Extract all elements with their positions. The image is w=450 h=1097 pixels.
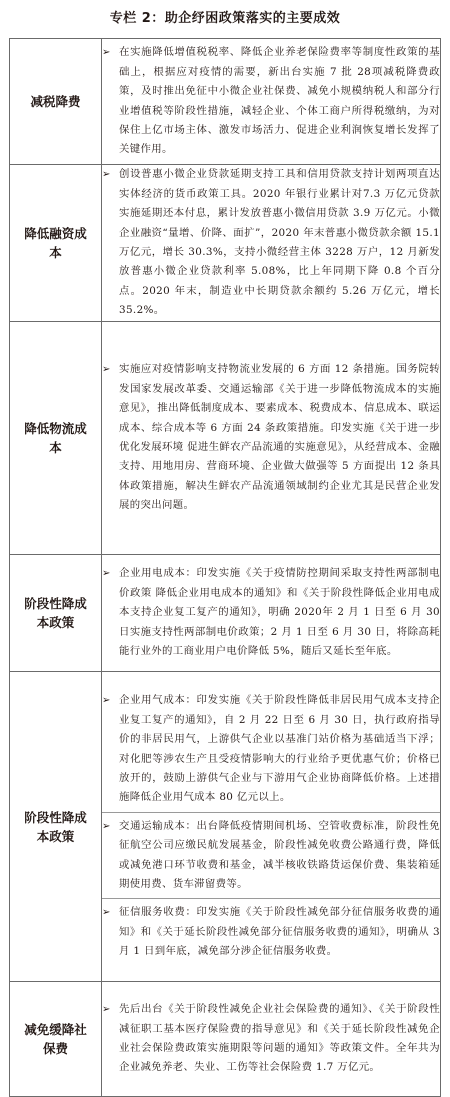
hollow-arrowhead-bullet-icon: ➢ bbox=[102, 820, 111, 832]
table-row bbox=[10, 555, 441, 672]
category-label: 阶段性降成本政策 bbox=[24, 809, 87, 844]
list-item bbox=[102, 165, 440, 320]
content-cell bbox=[102, 982, 441, 1097]
hollow-arrowhead-bullet-icon: ➢ bbox=[102, 47, 111, 59]
table-row bbox=[10, 982, 441, 1097]
category-label: 降低物流成本 bbox=[24, 421, 87, 455]
item-text: 创设普惠小微企业贷款延期支持工具和信用贷款支持计划两项直达实体经济的货币政策工具。2020 年银行业累计对7.3 万亿元贷款实施延期还本付息，累计发放普惠小微信用贷款 3.9 万亿元。小微企业融资“量增、价降、面扩”，2020 年末普惠小微贷款余额 15.1 万亿元，增长 30.3%，支持小微经营主体 3228 万户，12 月新发放普惠小微企业贷款利率 5.08%，比上年同期下降 0.8 个百分点。2020 年末，制造业中长期贷款余额约 5.26 万亿元，增长 35.2%。 bbox=[119, 168, 440, 317]
list-item bbox=[102, 1000, 440, 1078]
item-text: 企业用电成本：印发实施《关于疫情防控期间采取支持性两部制电价政策 降低企业用电成本的通知》和《关于阶段性降低企业用电成本支持企业复工复产的通知》，明确 2020年 2 月 1 日至 6 月 30 日实施支持性两部制电价政策；2 月 1 日至 6 月 30 日，将除高耗能行业外的工商业用户电价降低 5%，随后又延长至年底。 bbox=[119, 567, 440, 658]
item-text: 交通运输成本：出台降低疫情期间机场、空管收费标准，阶段性免征航空公司应缴民航发展基金，阶段性减免收费公路通行费，降低或减免港口环节收费和基金，减半核收铁路货运保价费、集装箱延期使用费、货车滞留费等。 bbox=[119, 819, 440, 891]
table-row bbox=[10, 39, 441, 165]
hollow-arrowhead-bullet-icon: ➢ bbox=[102, 907, 111, 919]
item-text: 先后出台《关于阶段性减免企业社会保险费的通知》、《关于阶段性减征职工基本医疗保险费的指导意见》和《关于延长阶段性减免企业社会保险费政策实施期限等问题的通知》等政策文件。全年共为企业减免养老、失业、工伤等社会保险费 1.7 万亿元。 bbox=[119, 1003, 440, 1074]
content-cell bbox=[102, 672, 441, 982]
list-item bbox=[102, 43, 440, 159]
category-cell bbox=[10, 39, 102, 165]
list-item bbox=[102, 691, 440, 807]
category-label: 阶段性降成本政策 bbox=[24, 596, 87, 630]
category-cell bbox=[10, 165, 102, 322]
table-row bbox=[10, 165, 441, 322]
content-cell bbox=[102, 555, 441, 672]
item-text: 企业用气成本：印发实施《关于阶段性降低非居民用气成本支持企业复工复产的通知》，自 2 月 22 日至 6 月 30 日，执行政府指导价的非居民用气，上游供气企业以基准门站价格为基础适当下浮；对化肥等涉农生产且受疫情影响大的行业给予更优惠气价；价格已放开的，鼓励上游供气企业与下游用气企业协商降低价格。上述措施降低企业用气成本 80 亿元以上。 bbox=[119, 694, 440, 804]
category-cell bbox=[10, 322, 102, 555]
list-item bbox=[102, 898, 440, 961]
hollow-arrowhead-bullet-icon: ➢ bbox=[102, 568, 111, 580]
item-text: 在实施降低增值税税率、降低企业养老保险费率等制度性政策的基础上，根据应对疫情的需要，新出台实施 7 批 28项减税降费政策，及时推出免征中小微企业社保费、减免小规模纳税人和部分行业增值税等阶段性措施，减轻企业、个体工商户所得税缴纳，为对保住上亿市场主体、激发市场活力、促进企业利润恢复增长发挥了关键作用。 bbox=[119, 46, 440, 156]
category-cell bbox=[10, 555, 102, 672]
category-label: 降低融资成本 bbox=[24, 226, 87, 260]
content-cell bbox=[102, 165, 441, 322]
category-label: 减税降费 bbox=[30, 94, 81, 109]
list-item bbox=[102, 360, 440, 515]
hollow-arrowhead-bullet-icon: ➢ bbox=[102, 169, 111, 181]
item-text: 征信服务收费：印发实施《关于阶段性减免部分征信服务收费的通知》和《关于延长阶段性减免部分征信服务收费的通知》，明确从 3 月 1 日到年底，减免部分涉企征信服务收费。 bbox=[119, 906, 440, 958]
category-cell bbox=[10, 982, 102, 1097]
content-cell bbox=[102, 322, 441, 555]
hollow-arrowhead-bullet-icon: ➢ bbox=[102, 695, 111, 707]
hollow-arrowhead-bullet-icon: ➢ bbox=[102, 364, 111, 376]
hollow-arrowhead-bullet-icon: ➢ bbox=[102, 1004, 111, 1016]
list-item bbox=[102, 812, 440, 895]
content-cell bbox=[102, 39, 441, 165]
box-title: 专栏 2：助企纾困政策落实的主要成效 bbox=[109, 11, 341, 26]
item-text: 实施应对疫情影响支持物流业发展的 6 方面 12 条措施。国务院转发国家发展改革委、交通运输部《关于进一步降低物流成本的实施意见》，推出降低制度成本、要素成本、税费成本、信息成本、联运成本、综合成本等 6 方面 24 条政策措施。印发实施《关于进一步优化发展环境 促进生鲜农产品流通的实施意见》，从经营成本、金融支持、用地用房、营商环境、企业做大做强等 5 方面提出 12 条具体政策措施，解决生鲜农产品流通领域制约企业尤其是民营企业发展的突出问题。 bbox=[119, 363, 440, 512]
list-item bbox=[102, 564, 440, 661]
category-cell bbox=[10, 672, 102, 982]
table-row bbox=[10, 322, 441, 555]
policy-table bbox=[9, 38, 441, 1097]
table-row bbox=[10, 672, 441, 982]
category-label: 减免缓降社保费 bbox=[24, 1022, 87, 1056]
